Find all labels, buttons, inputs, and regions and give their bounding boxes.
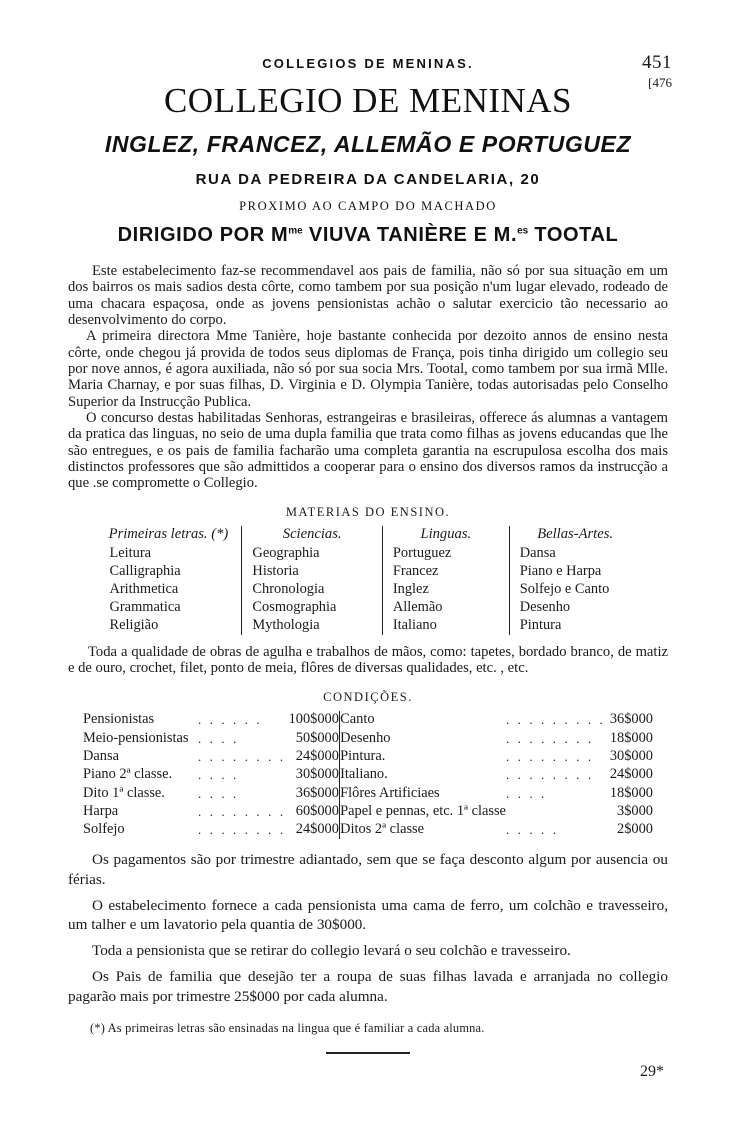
director-prefix: DIRIGIDO POR M <box>117 224 289 246</box>
table-row <box>96 617 641 635</box>
table-row <box>83 747 653 765</box>
subjects-col-header-2: Sciencias. <box>242 526 382 545</box>
footnote: (*) As primeiras letras são ensinadas na lingua que é familiar a cada alumna. <box>90 1021 485 1036</box>
price-value: 24$000 <box>295 747 339 764</box>
page-content <box>68 52 672 1081</box>
intro-paragraphs <box>68 263 668 492</box>
table-row <box>83 711 653 729</box>
price-label: Solfejo <box>83 821 125 838</box>
signature-mark: [476 <box>648 75 672 90</box>
table-row <box>83 784 653 802</box>
subject-cell: Francez <box>382 563 509 581</box>
price-label: Flôres Artificiaes <box>340 784 440 801</box>
director-sup-mrs: es <box>517 225 529 237</box>
title-nearby: PROXIMO AO CAMPO DO MACHADO <box>239 199 497 213</box>
price-leader: . . . . . . . . <box>197 822 286 838</box>
price-value: 24$000 <box>609 766 653 783</box>
closing-paragraph-2: O estabelecimento fornece a cada pensionista uma cama de ferro, um colchão e travesseiro, um talher e um lavatorio pela quantia de 30$000. <box>68 896 668 934</box>
price-leader: . . . . <box>197 767 239 783</box>
price-value: 100$000 <box>288 711 339 728</box>
subject-cell: Dansa <box>509 545 640 563</box>
price-label: Pintura. <box>340 747 386 764</box>
table-row <box>83 729 653 747</box>
paragraph-3: O concurso destas habilitadas Senhoras, estrangeiras e brasileiras, offerece ás alumnas a vantagem da pratica das linguas, no seio de uma dupla familia que trata como filhas as jovens educandas que lhe são entregues, e os pais de familia facharão uma completa garantia na escrupulosa escolha dos mais distinctos professores que são admittidos a cooperar para o ensino dos diversos ramos da instrucção a que .se compromette o Collegio. <box>68 410 668 492</box>
subject-cell: Allemão <box>382 599 509 617</box>
paragraph-2: A primeira directora Mme Tanière, hoje bastante conhecida por dezoito annos de ensino nesta côrte, onde chegou já provida de todos seus diplomas de França, pois tinha dirigido um collegio seu por nove annos, é agora auxiliada, não só por sua socia Mrs. Tootal, como tambem por sua irmã Mlle. Maria Charnay, e por suas filhas, D. Virginia e D. Olympia Tanière, todas autorisadas pelo Conselho Superior da Instrucção Publica. <box>68 328 668 410</box>
subjects-table <box>96 526 641 635</box>
price-value: 18$000 <box>609 729 653 746</box>
price-leader: . . . . . . . . <box>197 804 286 820</box>
folio-block <box>642 52 672 91</box>
subjects-col-header-4: Bellas-Artes. <box>509 526 640 545</box>
price-leader: . . . . . . . . <box>197 748 286 764</box>
price-value: 30$000 <box>295 766 339 783</box>
price-value: 2$000 <box>617 821 653 838</box>
running-head: COLLEGIOS DE MENINAS. <box>262 56 474 71</box>
subjects-col-header-3: Linguas. <box>382 526 509 545</box>
table-row <box>96 545 641 563</box>
subject-cell: Inglez <box>382 581 509 599</box>
price-leader <box>506 802 605 820</box>
price-label: Dansa <box>83 747 119 764</box>
subject-cell: Solfejo e Canto <box>509 581 640 599</box>
table-row <box>96 599 641 617</box>
conditions-table <box>83 711 653 840</box>
closing-paragraph-1: Os pagamentos são por trimestre adiantado, sem que se faça desconto algum por ausencia ou férias. <box>68 851 668 888</box>
price-label: Pensionistas <box>83 711 155 728</box>
director-sup-mme: me <box>288 225 303 237</box>
paragraph-1: Este estabelecimento faz-se recommendavel aos pais de familia, não só por sua situação em um dos bairros os mais sadios desta côrte, como tambem por sua posição n'um lugar elevado, rodeado de uma chacara espaçosa, onde as jovens pensionistas achão o salutar exercicio tão necessario ao desenvolvimento do corpo. <box>68 263 668 329</box>
price-value: 50$000 <box>295 729 339 746</box>
subject-cell: Italiano <box>382 617 509 635</box>
divider-rule <box>326 1052 410 1054</box>
title-languages: INGLEZ, FRANCEZ, ALLEMÃO E PORTUGUEZ <box>104 131 632 157</box>
price-leader: . . . . <box>505 785 547 801</box>
subject-cell: Arithmetica <box>109 581 179 598</box>
director-suffix: TOOTAL <box>528 224 619 246</box>
subject-cell: Mythologia <box>242 617 382 635</box>
price-leader: . . . . <box>197 785 239 801</box>
price-label: Desenho <box>340 729 391 746</box>
price-leader: . . . . . . . . <box>505 767 594 783</box>
price-value: 30$000 <box>609 747 653 764</box>
price-leader: . . . . . . . . <box>505 730 594 746</box>
title-address: RUA DA PEDREIRA DA CANDELARIA, 20 <box>195 171 541 188</box>
price-label: Ditos 2ª classe <box>340 821 425 838</box>
table-row <box>96 563 641 581</box>
price-leader: . . . . . . . . <box>505 748 594 764</box>
subjects-header-row <box>96 526 641 545</box>
price-label: Italiano. <box>340 766 388 783</box>
table-row <box>96 581 641 599</box>
subject-cell: Leitura <box>109 545 152 562</box>
subject-cell: Pintura <box>509 617 640 635</box>
price-label: Meio-pensionistas <box>83 729 189 746</box>
price-label: Piano 2ª classe. <box>83 766 173 783</box>
table-row <box>83 821 653 839</box>
subject-cell: Chronologia <box>242 581 382 599</box>
price-leader: . . . . . . . . . <box>505 712 606 728</box>
price-leader: . . . . . . <box>197 712 263 728</box>
folio-number: 451 <box>642 52 672 73</box>
signature-bottom: 29* <box>640 1063 664 1081</box>
subject-cell: Geographia <box>242 545 382 563</box>
price-value: 36$000 <box>295 784 339 801</box>
price-label: Dito 1ª classe. <box>83 784 165 801</box>
price-value: 3$000 <box>617 803 653 820</box>
price-label: Canto <box>340 711 375 728</box>
price-value: 36$000 <box>609 711 653 728</box>
subjects-caption: MATERIAS DO ENSINO. <box>285 504 451 519</box>
price-leader: . . . . <box>197 730 239 746</box>
subject-cell: Historia <box>242 563 382 581</box>
subject-cell: Portuguez <box>382 545 509 563</box>
price-label: Papel e pennas, etc. 1ª classe <box>340 803 506 820</box>
subject-cell: Religião <box>109 617 159 634</box>
handwork-note <box>68 644 668 677</box>
closing-paragraphs <box>68 850 668 1006</box>
subject-cell: Desenho <box>509 599 640 617</box>
director-middle: VIUVA TANIÈRE E M. <box>302 224 518 246</box>
subject-cell: Piano e Harpa <box>509 563 640 581</box>
price-value: 24$000 <box>295 821 339 838</box>
conditions-caption: CONDIÇÕES. <box>323 689 413 704</box>
closing-paragraph-3: Toda a pensionista que se retirar do collegio levará o seu colchão e travesseiro. <box>92 942 571 960</box>
subject-cell: Grammatica <box>109 599 181 616</box>
price-value: 18$000 <box>609 784 653 801</box>
price-label: Harpa <box>83 803 119 820</box>
table-row <box>83 802 653 820</box>
price-value: 60$000 <box>295 803 339 820</box>
subjects-col-header-1: Primeiras letras. (*) <box>108 525 229 542</box>
subject-cell: Cosmographia <box>242 599 382 617</box>
title-director <box>68 224 668 247</box>
closing-paragraph-4: Os Pais de familia que desejão ter a roupa de suas filhas lavada e arranjada no collegio pagarão mais por trimestre 25$000 por cada alumna. <box>68 967 668 1005</box>
handwork-paragraph: Toda a qualidade de obras de agulha e trabalhos de mãos, como: tapetes, bordado branco, de matiz e de ouro, crochet, filet, ponto de meia, flôres de diversas qualidades, etc. , etc. <box>68 643 668 677</box>
page-title: COLLEGIO DE MENINAS <box>163 81 573 120</box>
subject-cell: Calligraphia <box>109 563 181 580</box>
table-row <box>83 766 653 784</box>
price-leader: . . . . . <box>505 822 559 838</box>
